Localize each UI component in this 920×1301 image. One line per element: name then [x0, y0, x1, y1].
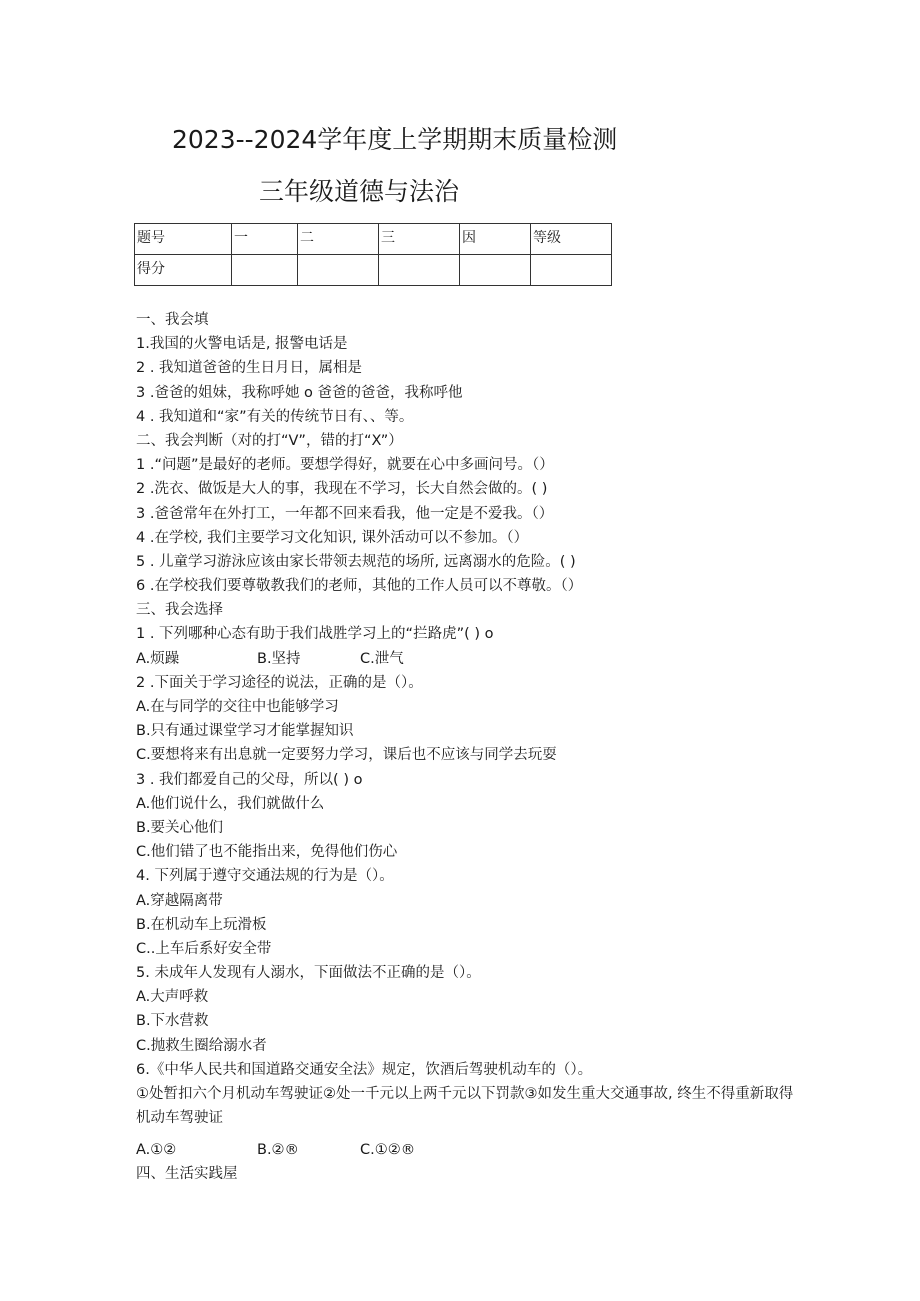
option: C.①②® [360, 1142, 416, 1158]
table-cell: 因 [460, 224, 531, 255]
score-blank[interactable] [298, 255, 379, 286]
option: B.只有通过课堂学习才能掌握知识 [136, 723, 354, 740]
score-table [134, 223, 612, 286]
question: 4 .在学校, 我们主要学习文化知识, 课外活动可以不参加。（） [136, 529, 529, 546]
option: C.他们错了也不能指出来，免得他们伤心 [136, 844, 398, 861]
option: C.抛救生圈给溺水者 [136, 1037, 267, 1054]
option: C.泄气 [360, 650, 404, 667]
section-heading: 二、我会判断（对的打“V”，错的打“X”） [136, 432, 403, 449]
option: A.①② [136, 1142, 177, 1158]
section-heading: 一、我会填 [136, 312, 209, 328]
option-row [136, 647, 796, 671]
question: 2 . 我知道爸爸的生日月日，属相是 [136, 360, 363, 377]
exam-title: 2023--2024学年度上学期期末质量检测 [172, 125, 618, 154]
option-row [136, 1138, 796, 1162]
option: C.要想将来有出息就一定要努力学习，课后也不应该与同学去玩耍 [136, 747, 557, 764]
question: 3 .爸爸的姐妹，我称呼她 o 爸爸的爸爸，我称呼他 [136, 384, 463, 401]
option: A.穿越隔离带 [136, 892, 223, 909]
table-cell: 得分 [135, 255, 232, 286]
question: 5 . 儿童学习游泳应该由家长带领去规范的场所, 远离溺水的危险。( ) [136, 553, 576, 570]
question: 1.我国的火警电话是, 报警电话是 [136, 336, 348, 353]
question: 4 . 我知道和“家”有关的传统节日有、、等。 [136, 408, 414, 425]
option: B.坚持 [257, 650, 301, 667]
question: 6.《中华人民共和国道路交通安全法》规定，饮酒后驾驶机动车的（）。 [136, 1061, 593, 1078]
score-blank[interactable] [232, 255, 298, 286]
table-cell: 题号 [135, 224, 232, 255]
option: B.②® [257, 1142, 300, 1158]
question: 1 . 下列哪种心态有助于我们战胜学习上的“拦路虎”( ) o [136, 626, 494, 643]
question: 3 . 我们都爱自己的父母，所以( ) o [136, 771, 363, 788]
score-blank[interactable] [460, 255, 531, 286]
question: 5. 未成年人发现有人溺水，下面做法不正确的是（）。 [136, 965, 481, 982]
question: 6 .在学校我们要尊敬教我们的老师，其他的工作人员可以不尊敬。（） [136, 578, 583, 595]
table-cell: 等级 [531, 224, 612, 255]
question: 2 .洗衣、做饭是大人的事，我现在不学习，长大自然会做的。( ) [136, 481, 548, 498]
question-detail: ①处暂扣六个月机动车驾驶证②处一千元以上两千元以下罚款③如发生重大交通事故, 终生不得重新取得机动车驾驶证 [136, 1086, 794, 1126]
table-cell: 一 [232, 224, 298, 255]
option: A.烦躁 [136, 650, 180, 667]
option: B.要关心他们 [136, 819, 224, 836]
section-heading: 四、生活实践屋 [136, 1166, 238, 1183]
option: B.下水营救 [136, 1013, 209, 1030]
score-blank[interactable] [531, 255, 612, 286]
section-heading: 三、我会选择 [136, 602, 223, 619]
option: C..上车后系好安全带 [136, 940, 272, 957]
table-row [135, 255, 612, 286]
table-cell: 三 [379, 224, 460, 255]
exam-subtitle: 三年级道德与法治 [259, 177, 460, 206]
option: A.大声呼救 [136, 989, 209, 1006]
exam-body [136, 308, 796, 1186]
option: B.在机动车上玩滑板 [136, 916, 267, 933]
table-cell: 二 [298, 224, 379, 255]
question: 2 .下面关于学习途径的说法，正确的是（）。 [136, 674, 423, 691]
question: 3 .爸爸常年在外打工，一年都不回来看我，他一定是不爱我。（） [136, 505, 554, 522]
question: 4. 下列属于遵守交通法规的行为是（）。 [136, 868, 394, 885]
option: A.他们说什么，我们就做什么 [136, 795, 325, 812]
option: A.在与同学的交往中也能够学习 [136, 699, 339, 715]
question: 1 .“问题”是最好的老师。要想学得好，就要在心中多画问号。（） [136, 457, 554, 474]
score-blank[interactable] [379, 255, 460, 286]
table-row [135, 224, 612, 255]
